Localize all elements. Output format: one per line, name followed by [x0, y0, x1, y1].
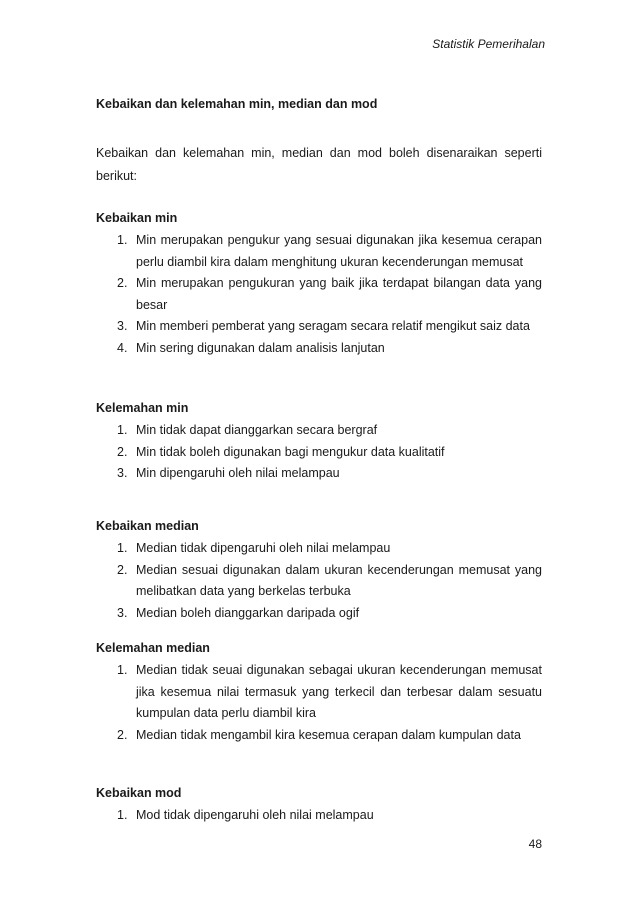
section-title: Kebaikan dan kelemahan min, median dan mod	[96, 97, 378, 111]
item-text: Min tidak boleh digunakan bagi mengukur data kualitatif	[136, 444, 445, 459]
item-text: Median tidak seuai digunakan sebagai ukuran kecenderungan memusat jika kesemua nilai termasuk yang terkecil dan terbesar dalam sesuatu kumpulan data perlu diambil kira	[136, 663, 542, 720]
section-kelemahan-median	[96, 637, 542, 746]
list-item	[96, 442, 542, 464]
list-item	[96, 230, 542, 273]
list-item	[96, 338, 542, 360]
item-text: Median sesuai digunakan dalam ukuran kecenderungan memusat yang melibatkan data yang berkelas terbuka	[136, 562, 542, 598]
list-item	[96, 660, 542, 725]
running-header: Statistik Pemerihalan	[432, 37, 545, 51]
list-item	[96, 463, 542, 485]
item-number: 3.	[117, 605, 128, 620]
item-number: 2.	[117, 276, 128, 290]
list-item	[96, 805, 542, 827]
intro-paragraph: Kebaikan dan kelemahan min, median dan mod boleh disenaraikan seperti berikut:	[96, 146, 542, 183]
item-text: Min merupakan pengukur yang sesuai digunakan jika kesemua cerapan perlu diambil kira dalam menghitung ukuran kecenderungan memusat	[136, 233, 542, 269]
section-kebaikan-min	[96, 207, 542, 359]
list-item	[96, 725, 542, 747]
item-number: 1.	[117, 423, 128, 437]
item-text: Min memberi pemberat yang seragam secara relatif mengikut saiz data	[136, 319, 530, 333]
section-heading: Kebaikan median	[96, 519, 199, 533]
item-text: Median boleh dianggarkan daripada ogif	[136, 605, 360, 620]
item-text: Median tidak dipengaruhi oleh nilai melampau	[136, 541, 391, 555]
list-item	[96, 560, 542, 603]
list-item	[96, 316, 542, 338]
list-item	[96, 420, 542, 442]
section-kebaikan-median	[96, 515, 542, 624]
item-number: 1.	[117, 541, 128, 555]
page-number: 48	[528, 837, 542, 851]
item-text: Min dipengaruhi oleh nilai melampau	[136, 466, 340, 480]
item-text: Mod tidak dipengaruhi oleh nilai melampau	[136, 808, 374, 822]
list-item	[96, 603, 542, 625]
section-heading: Kebaikan min	[96, 211, 178, 225]
list-item	[96, 273, 542, 316]
item-text: Median tidak mengambil kira kesemua cerapan dalam kumpulan data	[136, 727, 521, 742]
item-number: 2.	[117, 562, 128, 577]
section-heading: Kelemahan min	[96, 401, 189, 415]
item-number: 1.	[117, 808, 128, 822]
section-kelemahan-min	[96, 397, 542, 485]
section-heading: Kebaikan mod	[96, 786, 182, 800]
item-number: 3.	[117, 319, 128, 333]
item-text: Min tidak dapat dianggarkan secara bergraf	[136, 423, 378, 437]
section-kebaikan-mod	[96, 782, 542, 827]
item-number: 4.	[117, 340, 128, 355]
list-item	[96, 538, 542, 560]
item-number: 3.	[117, 466, 128, 480]
item-number: 2.	[117, 444, 128, 459]
item-text: Min merupakan pengukuran yang baik jika terdapat bilangan data yang besar	[136, 276, 542, 312]
item-number: 1.	[117, 663, 128, 677]
item-number: 2.	[117, 727, 128, 742]
item-text: Min sering digunakan dalam analisis lanjutan	[136, 340, 385, 355]
item-number: 1.	[117, 233, 128, 247]
section-heading: Kelemahan median	[96, 641, 210, 655]
